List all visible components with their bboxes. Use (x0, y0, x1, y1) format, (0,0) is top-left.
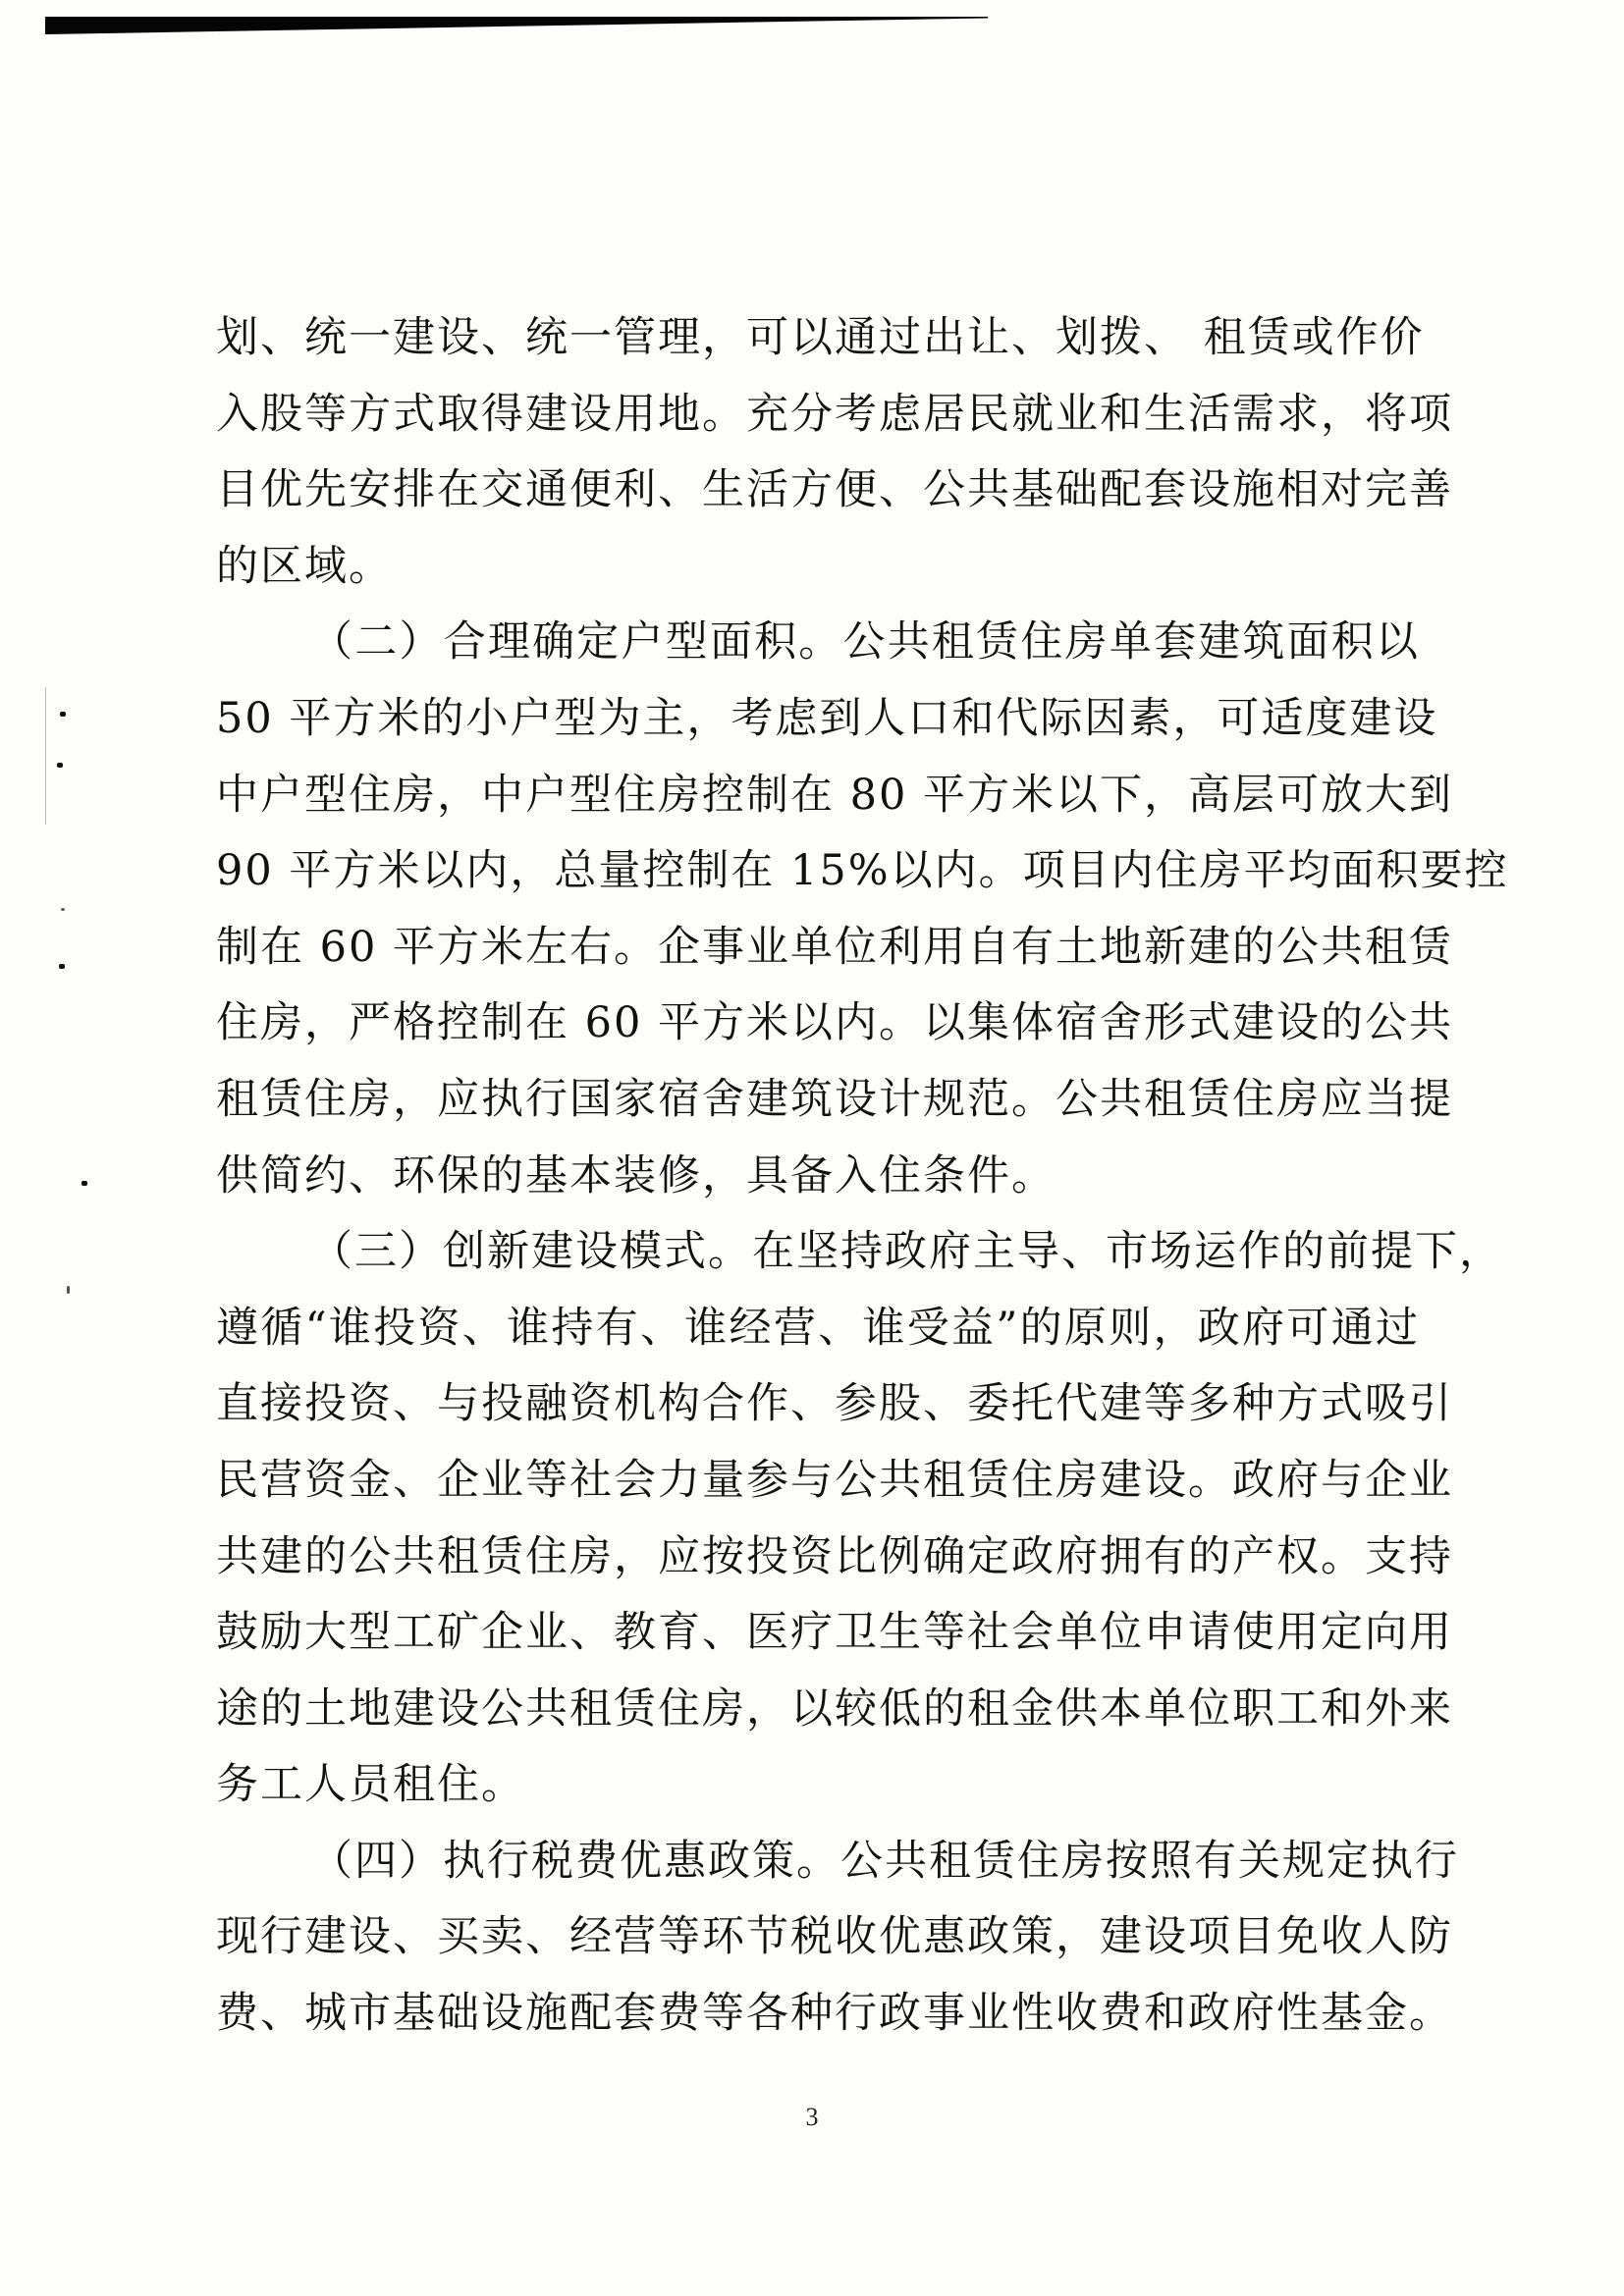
text-line: 50 平方米的小户型为主，考虑到人口和代际因素，可适度建设 (216, 693, 1438, 743)
text-line: 鼓励大型工矿企业、教育、医疗卫生等社会单位申请使用定向用 (216, 1608, 1453, 1658)
text-line: 目优先安排在交通便利、生活方便、公共基础配套设施相对完善 (216, 465, 1453, 515)
paragraph-section-2-unit-area (216, 605, 1509, 1214)
page-number: 3 (805, 2103, 819, 2131)
scan-speck (67, 1286, 70, 1294)
text-line: 遵循“谁投资、谁持有、谁经营、谁受益”的原则，政府可通过 (216, 1303, 1420, 1353)
text-line: 直接投资、与投融资机构合作、参股、委托代建等多种方式吸引 (216, 1379, 1453, 1429)
text-line: 中户型住房，中户型住房控制在 80 平方米以下，高层可放大到 (216, 770, 1454, 820)
paragraph-land-continuation (216, 300, 1453, 605)
text-line: 民营资金、企业等社会力量参与公共租赁住房建设。政府与企业 (216, 1455, 1453, 1505)
text-line: 途的土地建设公共租赁住房，以较低的租金供本单位职工和外来 (216, 1683, 1453, 1734)
text-line: 费、城市基础设施配套费等各种行政事业性收费和政府性基金。 (216, 1989, 1453, 2039)
document-body (216, 300, 1509, 2053)
text-line: 的区域。 (216, 541, 393, 591)
scan-speck (61, 908, 65, 911)
section-heading-line: （三）创新建设模式。在坚持政府主导、市场运作的前提下， (310, 1227, 1503, 1277)
scan-speck (59, 964, 65, 969)
section-heading-line: （四）执行税费优惠政策。公共租赁住房按照有关规定执行 (310, 1836, 1459, 1886)
scan-margin-line (45, 687, 46, 825)
paragraph-section-4-tax-policy (216, 1824, 1459, 2053)
scan-edge-bar (45, 17, 988, 34)
scan-speck (57, 763, 63, 768)
section-heading-line: （二）合理确定户型面积。公共租赁住房单套建筑面积以 (310, 617, 1420, 667)
text-line: 住房，严格控制在 60 平方米以内。以集体宿舍形式建设的公共 (216, 998, 1454, 1048)
scan-speck (60, 712, 66, 717)
text-line: 90 平方米以内，总量控制在 15%以内。项目内住房平均面积要控 (216, 846, 1509, 896)
text-line: 租赁住房，应执行国家宿舍建筑设计规范。公共租赁住房应当提 (216, 1074, 1453, 1124)
paragraph-section-3-construction-model (216, 1214, 1503, 1824)
text-line: 现行建设、买卖、经营等环节税收优惠政策，建设项目免收人防 (216, 1912, 1453, 1962)
text-line: 入股等方式取得建设用地。充分考虑居民就业和生活需求，将项 (216, 389, 1453, 439)
text-line: 划、统一建设、统一管理，可以通过出让、划拨、 租赁或作价 (216, 313, 1425, 362)
text-line: 供简约、环保的基本装修，具备入住条件。 (216, 1150, 1056, 1201)
text-line: 务工人员租住。 (216, 1760, 525, 1810)
scan-speck (81, 1181, 87, 1186)
text-line: 制在 60 平方米左右。企事业单位利用自有土地新建的公共租赁 (216, 922, 1454, 972)
text-line: 共建的公共租赁住房，应按投资比例确定政府拥有的产权。支持 (216, 1531, 1453, 1581)
